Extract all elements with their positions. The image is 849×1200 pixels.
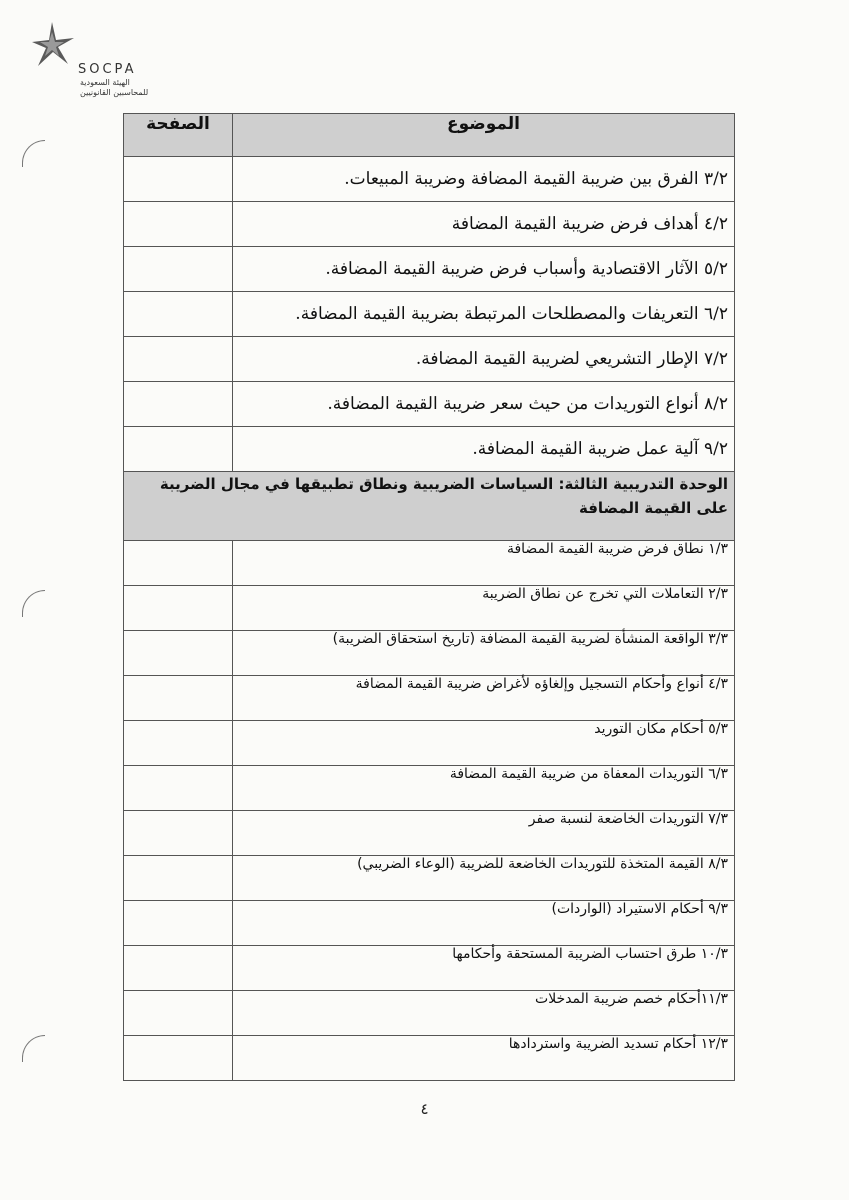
topic-cell: ٤/٣ أنواع وأحكام التسجيل وإلغاؤه لأغراض ضريبة القيمة المضافة [233, 676, 735, 721]
table-row [124, 337, 735, 382]
table-row [124, 631, 735, 676]
topic-cell: ٣/٢ الفرق بين ضريبة القيمة المضافة وضريبة المبيعات. [233, 157, 735, 202]
page-cell [124, 337, 233, 382]
topic-cell: ٦/٣ التوريدات المعفاة من ضريبة القيمة المضافة [233, 766, 735, 811]
table-row [124, 676, 735, 721]
page-cell [124, 856, 233, 901]
page-cell [124, 247, 233, 292]
topic-cell: ٩/٣ أحكام الاستيراد (الواردات) [233, 901, 735, 946]
topic-cell: ٢/٣ التعاملات التي تخرج عن نطاق الضريبة [233, 586, 735, 631]
page-cell [124, 427, 233, 472]
table-row [124, 991, 735, 1036]
table-row [124, 382, 735, 427]
topic-cell: ٥/٣ أحكام مكان التوريد [233, 721, 735, 766]
page-cell [124, 382, 233, 427]
table-row [124, 292, 735, 337]
table-row [124, 1036, 735, 1081]
topic-cell: ١٢/٣ أحكام تسديد الضريبة واستردادها [233, 1036, 735, 1081]
star-logo-icon [30, 20, 78, 70]
unit3-title: الوحدة التدريبية الثالثة: السياسات الضريبية ونطاق تطبيقها في مجال الضريبة على القيمة المضافة [124, 472, 735, 541]
page-cell [124, 766, 233, 811]
table-row [124, 427, 735, 472]
topic-cell: ٧/٣ التوريدات الخاضعة لنسبة صفر [233, 811, 735, 856]
table-row [124, 202, 735, 247]
topic-cell: ٤/٢ أهداف فرض ضريبة القيمة المضافة [233, 202, 735, 247]
unit-heading-row [124, 472, 735, 541]
page-cell [124, 901, 233, 946]
logo-subtitle-line1: الهيئة السعودية [80, 78, 130, 87]
topic-cell: ١١/٣أحكام خصم ضريبة المدخلات [233, 991, 735, 1036]
table-row [124, 247, 735, 292]
table-row [124, 856, 735, 901]
table-of-contents [123, 113, 735, 1081]
topic-cell: ١/٣ نطاق فرض ضريبة القيمة المضافة [233, 541, 735, 586]
table-row [124, 811, 735, 856]
topic-cell: ٥/٢ الآثار الاقتصادية وأسباب فرض ضريبة القيمة المضافة. [233, 247, 735, 292]
column-header-page: الصفحة [124, 114, 233, 157]
page-cell [124, 1036, 233, 1081]
punch-hole-mark [22, 1035, 45, 1062]
topic-cell: ٦/٢ التعريفات والمصطلحات المرتبطة بضريبة القيمة المضافة. [233, 292, 735, 337]
topic-cell: ٨/٣ القيمة المتخذة للتوريدات الخاضعة للضريبة (الوعاء الضريبي) [233, 856, 735, 901]
table-row [124, 157, 735, 202]
logo-name: SOCPA [78, 62, 137, 77]
page-cell [124, 292, 233, 337]
punch-hole-mark [22, 590, 45, 617]
page-cell [124, 541, 233, 586]
page-cell [124, 721, 233, 766]
page-cell [124, 202, 233, 247]
logo-subtitle-line2: للمحاسبين القانونيين [80, 88, 149, 97]
table-row [124, 946, 735, 991]
page-cell [124, 676, 233, 721]
page-cell [124, 946, 233, 991]
page-cell [124, 631, 233, 676]
topic-cell: ٧/٢ الإطار التشريعي لضريبة القيمة المضافة. [233, 337, 735, 382]
table-row [124, 586, 735, 631]
topic-cell: ٨/٢ أنواع التوريدات من حيث سعر ضريبة القيمة المضافة. [233, 382, 735, 427]
table-row [124, 766, 735, 811]
table-row [124, 541, 735, 586]
page-cell [124, 586, 233, 631]
page-number: ٤ [420, 1100, 429, 1118]
page-cell [124, 991, 233, 1036]
topic-cell: ٣/٣ الواقعة المنشأة لضريبة القيمة المضافة (تاريخ استحقاق الضريبة) [233, 631, 735, 676]
socpa-logo [30, 20, 160, 100]
table-row [124, 901, 735, 946]
table-header-row [124, 114, 735, 157]
page-cell [124, 811, 233, 856]
punch-hole-mark [22, 140, 45, 167]
topic-cell: ٩/٢ آلية عمل ضريبة القيمة المضافة. [233, 427, 735, 472]
table-row [124, 721, 735, 766]
topic-cell: ١٠/٣ طرق احتساب الضريبة المستحقة وأحكامها [233, 946, 735, 991]
column-header-topic: الموضوع [233, 114, 735, 157]
page-cell [124, 157, 233, 202]
faint-watermark [700, 52, 770, 76]
